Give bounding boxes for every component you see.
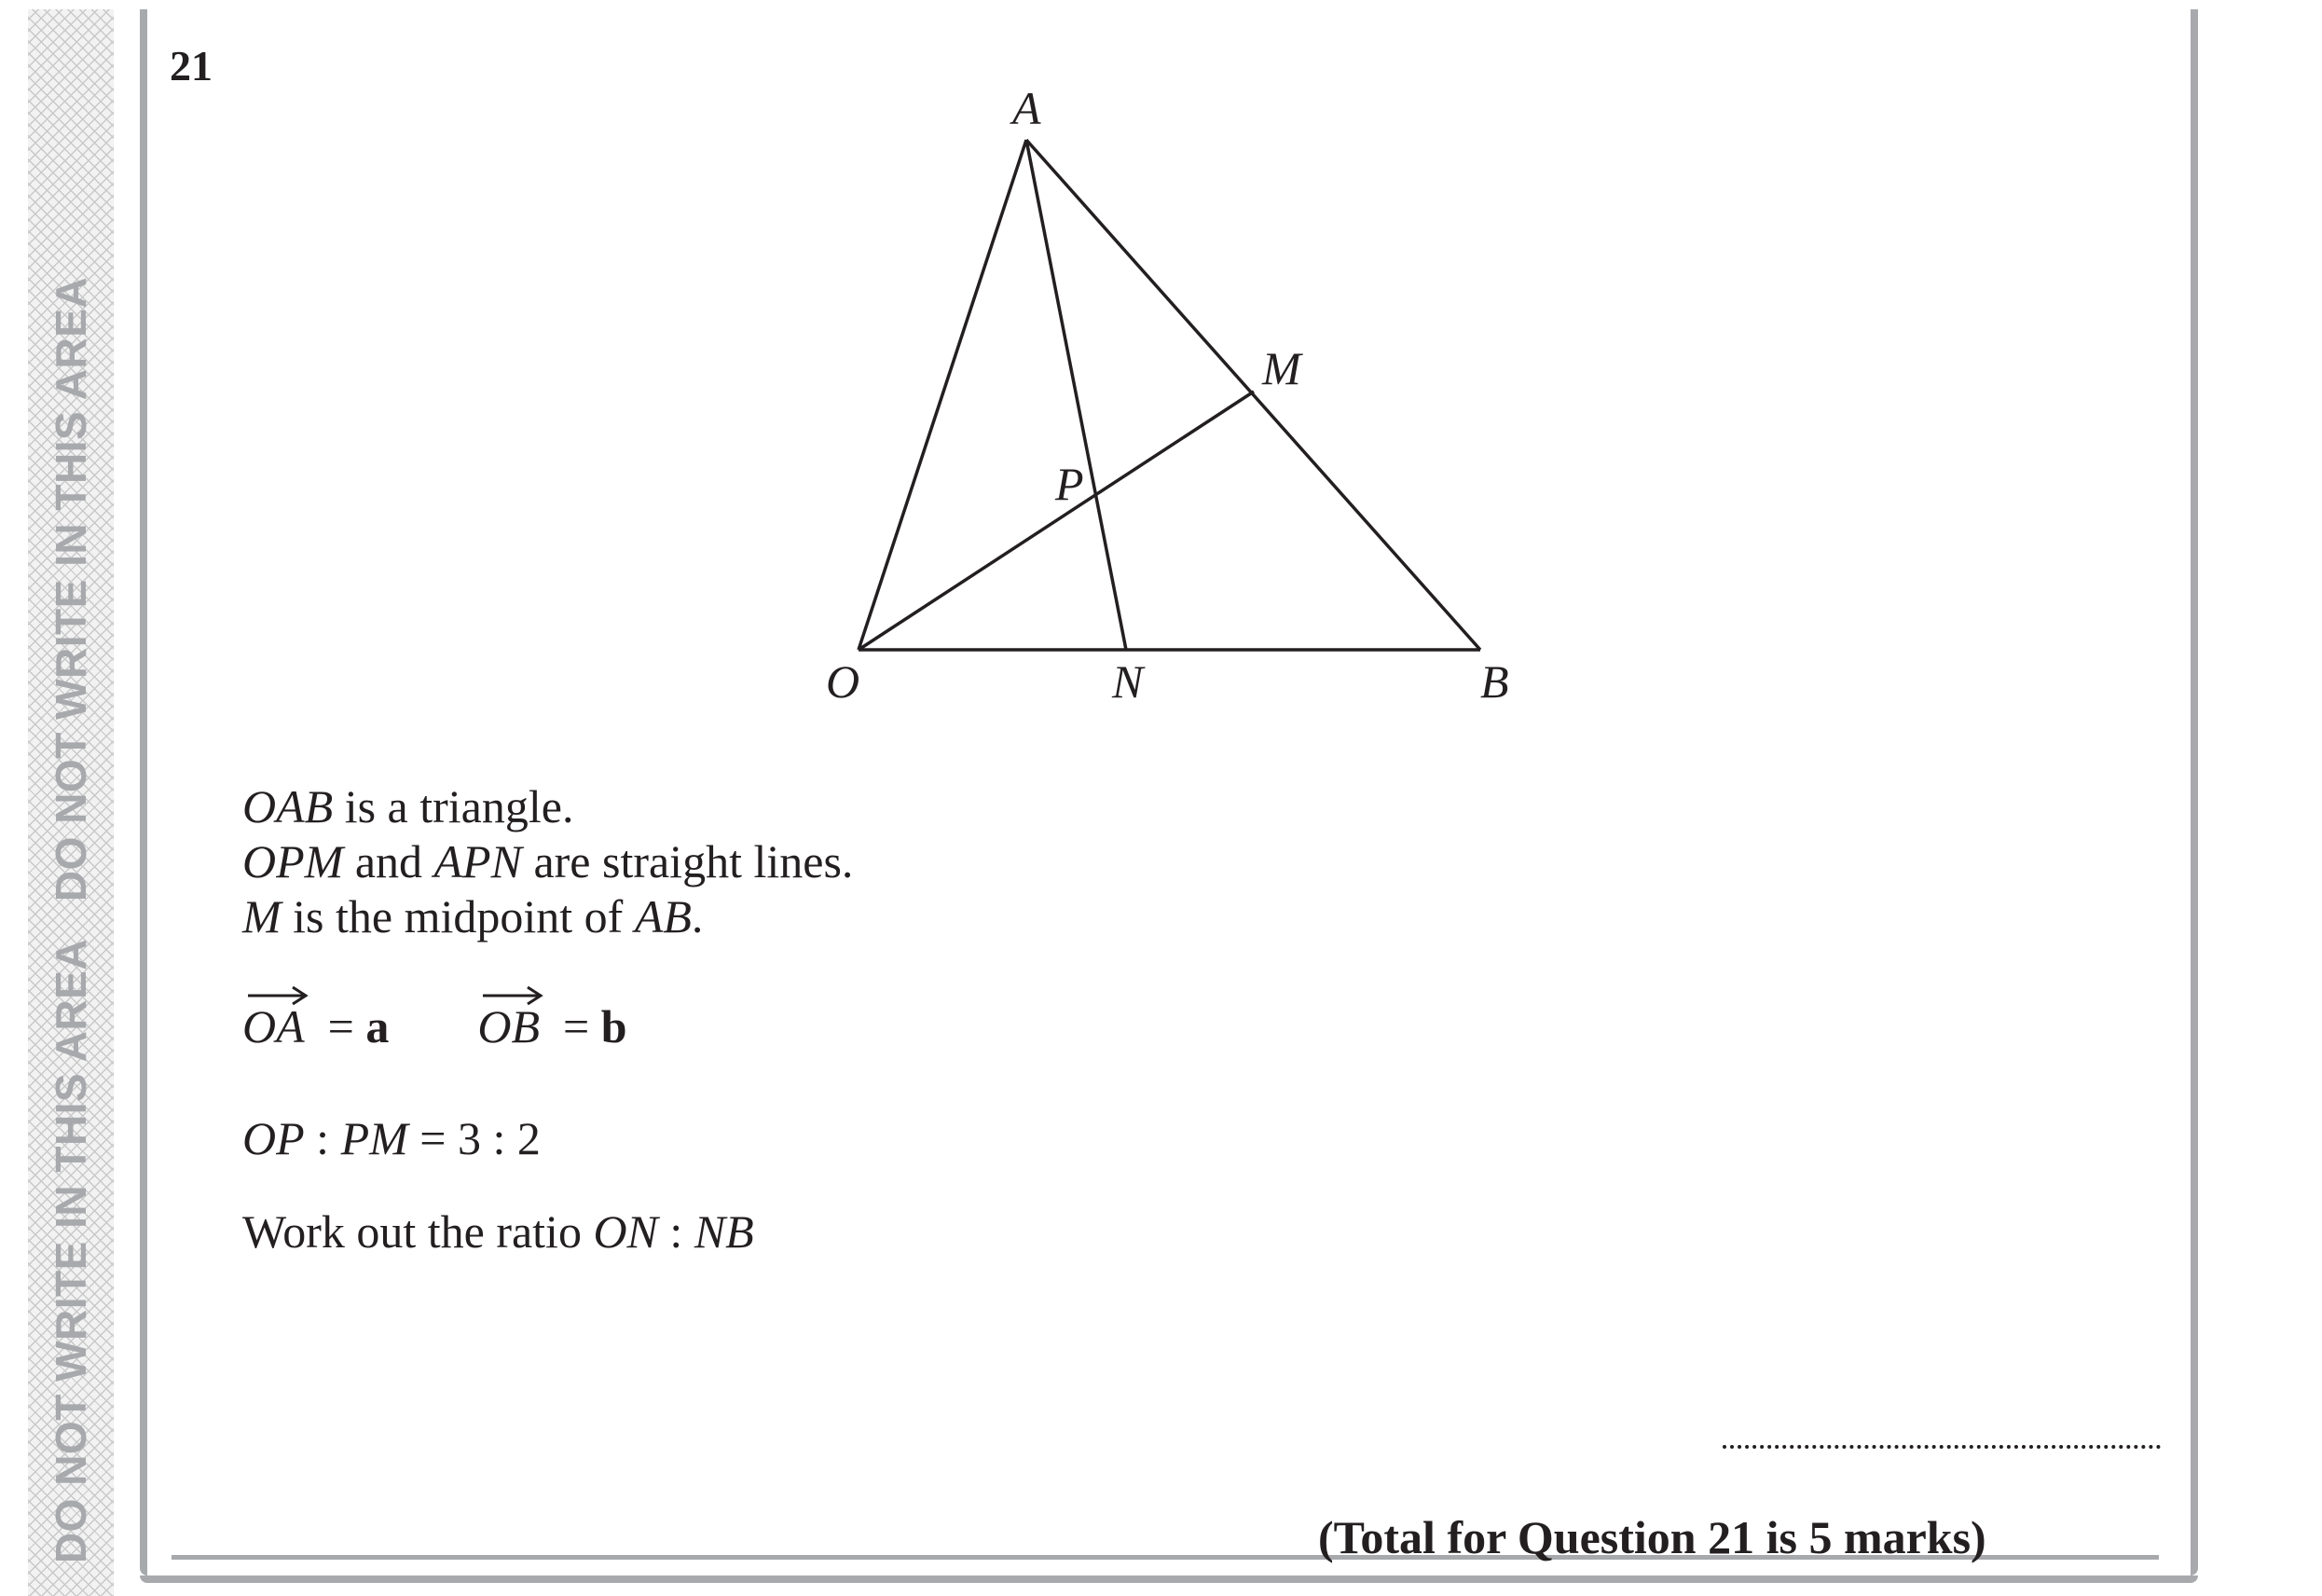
task-instruction: Work out the ratio ON : NB — [242, 1205, 754, 1258]
vector-oa: OA — [242, 999, 305, 1053]
line-apn — [1026, 140, 1126, 650]
line-opm — [859, 392, 1254, 650]
side-oa — [859, 140, 1026, 650]
total-marks: (Total for Question 21 is 5 marks) — [1318, 1511, 1986, 1563]
statement-straight-lines: OPM and APN are straight lines. — [242, 835, 854, 887]
margin-warning-upper: DO NOT WRITE IN THIS AREA — [47, 276, 95, 902]
statement-midpoint: M is the midpoint of AB. — [242, 890, 704, 942]
label-a: A — [1012, 82, 1041, 134]
vector-a: a — [365, 1000, 390, 1053]
label-b: B — [1480, 655, 1509, 708]
answer-line[interactable] — [1723, 1445, 2161, 1449]
question-number: 21 — [170, 42, 213, 89]
vector-definitions: OA = a OB = b — [242, 999, 627, 1074]
vector-b: b — [600, 1000, 627, 1053]
label-p: P — [1055, 458, 1084, 510]
statement-triangle: OAB is a triangle. — [242, 780, 574, 832]
label-n: N — [1112, 655, 1144, 708]
vector-ob: OB — [477, 999, 540, 1053]
side-ab — [1026, 140, 1480, 650]
label-o: O — [826, 655, 860, 708]
given-ratio: OP : PM = 3 : 2 — [242, 1112, 541, 1164]
margin-warning-lower: DO NOT WRITE IN THIS AREA — [47, 938, 95, 1564]
label-m: M — [1262, 342, 1301, 394]
